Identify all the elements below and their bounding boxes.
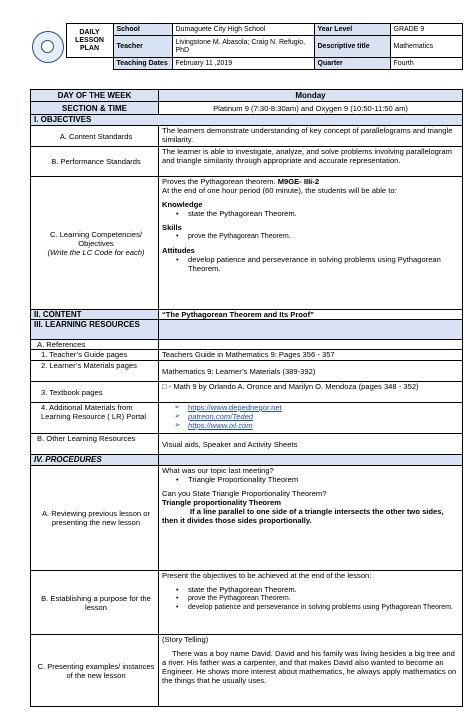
additional-materials-label: 4. Additional Materials from Learning Resource ( LR) Portal — [31, 403, 159, 434]
teacher-label: Teacher — [113, 36, 172, 58]
performance-standards-label: B. Performance Standards — [31, 147, 159, 177]
school-label: School — [113, 24, 172, 36]
textbook-label: 3. Textbook pages — [31, 382, 159, 403]
lc-code-note: (Write the LC Code for each) — [47, 247, 145, 257]
teachers-guide-label: 1. Teacher’s Guide pages — [31, 350, 159, 361]
purpose-item-3: • develop patience and perseverance in solving problems using Pythagorean Theorem. — [162, 603, 459, 612]
references-value — [159, 340, 463, 350]
quarter-label: Quarter — [314, 58, 390, 70]
seal-icon — [32, 31, 64, 63]
dlp-line-2: LESSON — [75, 36, 104, 44]
learners-materials-label: 2. Learner’s Materials pages — [31, 361, 159, 382]
learning-resources-heading: III. LEARNING RESOURCES — [31, 320, 159, 340]
procedures-heading: IV. PROCEDURES — [31, 455, 159, 466]
additional-materials-links — [159, 403, 463, 434]
teaching-dates-label: Teaching Dates — [113, 58, 172, 70]
day-label: DAY OF THE WEEK — [31, 90, 159, 102]
theorem-heading: Triangle proportionality Theorem — [162, 498, 281, 507]
lc-line-1 — [162, 177, 459, 186]
story-heading: (Story Telling) — [162, 635, 209, 644]
content-value: “The Pythagorean Theorem and Its Proof” — [159, 310, 463, 320]
lc-statement: Proves the Pythagorean theorem. — [162, 177, 276, 186]
theorem-statement: If a line parallel to one side of a triangle intersects the other two sides, then it divides those sides proportionally. — [162, 507, 444, 525]
presenting-examples-value — [159, 635, 463, 707]
year-level-label: Year Level — [314, 24, 390, 36]
reviewing-lesson-value — [159, 466, 463, 571]
header-table — [30, 23, 463, 70]
purpose-label: B. Establishing a purpose for the lesson — [31, 571, 159, 635]
learning-resources-blank — [159, 320, 463, 340]
lc-code: M9GE- IIIi-2 — [277, 177, 320, 186]
content-label: II. CONTENT — [31, 310, 159, 320]
school-value: Dumaguete City High School — [172, 24, 314, 36]
quarter-value: Fourth — [390, 58, 462, 70]
descriptive-title-label: Descriptive title — [314, 36, 390, 58]
performance-standards-value: The learner is able to investigate, analyze, and solve problems involving parallelogram and triangle similarity through appropriate and accurate representation. — [159, 147, 463, 177]
knowledge-item: • state the Pythagorean Theorem. — [162, 209, 459, 218]
year-level-value: GRADE 9 — [390, 24, 462, 36]
skills-item: • prove the Pythagorean Theorem. — [162, 232, 459, 241]
other-resources-value: Visual aids, Speaker and Activity Sheets — [159, 434, 463, 455]
ixl-link[interactable]: ➢ https://www.ixl.com — [162, 421, 459, 430]
dlp-line-1: DAILY — [79, 28, 100, 36]
learning-competencies-value — [159, 177, 463, 310]
knowledge-heading: Knowledge — [162, 200, 203, 209]
purpose-intro: Present the objectives to be achieved at the end of the lesson: — [162, 571, 372, 580]
depednegor-link[interactable]: ➢ https://www.depednegor.net — [162, 403, 459, 412]
content-standards-value: The learners demonstrate understanding of key concept of parallelograms and triangle similarity. — [159, 126, 463, 147]
purpose-item-2: • prove the Pythagorean Theorem. — [162, 594, 459, 603]
textbook-value: □ - Math 9 by Orlando A. Oronce and Marilyn O. Mendoza (pages 348 - 352) — [159, 382, 463, 403]
other-resources-label: B. Other Learning Resources — [31, 434, 159, 455]
section-value: Platinum 9 (7:30-8:30am) and Oxygen 9 (10:50-11:50 am) — [159, 102, 463, 115]
lesson-table — [30, 89, 463, 707]
presenting-examples-label: C. Presenting examples/ instances of the new lesson — [31, 635, 159, 707]
learning-competencies-cell — [31, 177, 159, 310]
skills-heading: Skills — [162, 223, 182, 232]
learning-competencies-label: C. Learning Competencies/ Objectives — [49, 229, 143, 248]
teachers-guide-value: Teachers Guide in Mathematics 9: Pages 356 - 357 — [159, 350, 463, 361]
purpose-value — [159, 571, 463, 635]
objectives-heading: I. OBJECTIVES — [31, 115, 463, 126]
learners-materials-value: Mathematics 9: Learner’s Materials (389-392) — [159, 361, 463, 382]
teaching-dates-value: February 11 ,2019 — [172, 58, 314, 70]
patreon-link[interactable]: ➢ patreon.com/Teded — [162, 412, 459, 421]
lc-line-2: At the end of one hour period (60 minute), the students will be able to: — [162, 186, 397, 195]
review-question-2: Can you State Triangle Proportionality Theorem? — [162, 489, 327, 498]
dlp-line-3: PLAN — [79, 44, 100, 52]
story-body: There was a boy name David. David and his family was living besides a big tree and a river. His father was a carpenter, and that makes David also wanted to become an Engineer. He shows more interest about mathematics, he always apply mathematics on the things that he usually uses. — [162, 649, 457, 685]
purpose-item-1: • state the Pythagorean Theorem. — [162, 585, 459, 594]
content-standards-label: A. Content Standards — [31, 126, 159, 147]
review-item: • Triangle Proportionality Theorem — [162, 475, 459, 484]
attitudes-heading: Attitudes — [162, 246, 195, 255]
day-value: Monday — [159, 90, 463, 102]
teacher-value: Livingstone M. Abasola; Craig N. Refugio, PhD — [172, 36, 314, 58]
deped-seal-logo — [30, 24, 66, 70]
references-label: A. References — [31, 340, 159, 350]
attitudes-item: • develop patience and perseverance in solving problems using Pythagorean Theorem. — [162, 255, 459, 273]
header-spacer — [66, 58, 113, 70]
descriptive-title-value: Mathematics — [390, 36, 462, 58]
dlp-title — [66, 24, 113, 58]
reviewing-lesson-label: A. Reviewing previous lesson or presenting the new lesson — [31, 466, 159, 571]
procedures-blank — [159, 455, 463, 466]
review-question-1: What was our topic last meeting? — [162, 466, 274, 475]
section-label: SECTION & TIME — [31, 102, 159, 115]
